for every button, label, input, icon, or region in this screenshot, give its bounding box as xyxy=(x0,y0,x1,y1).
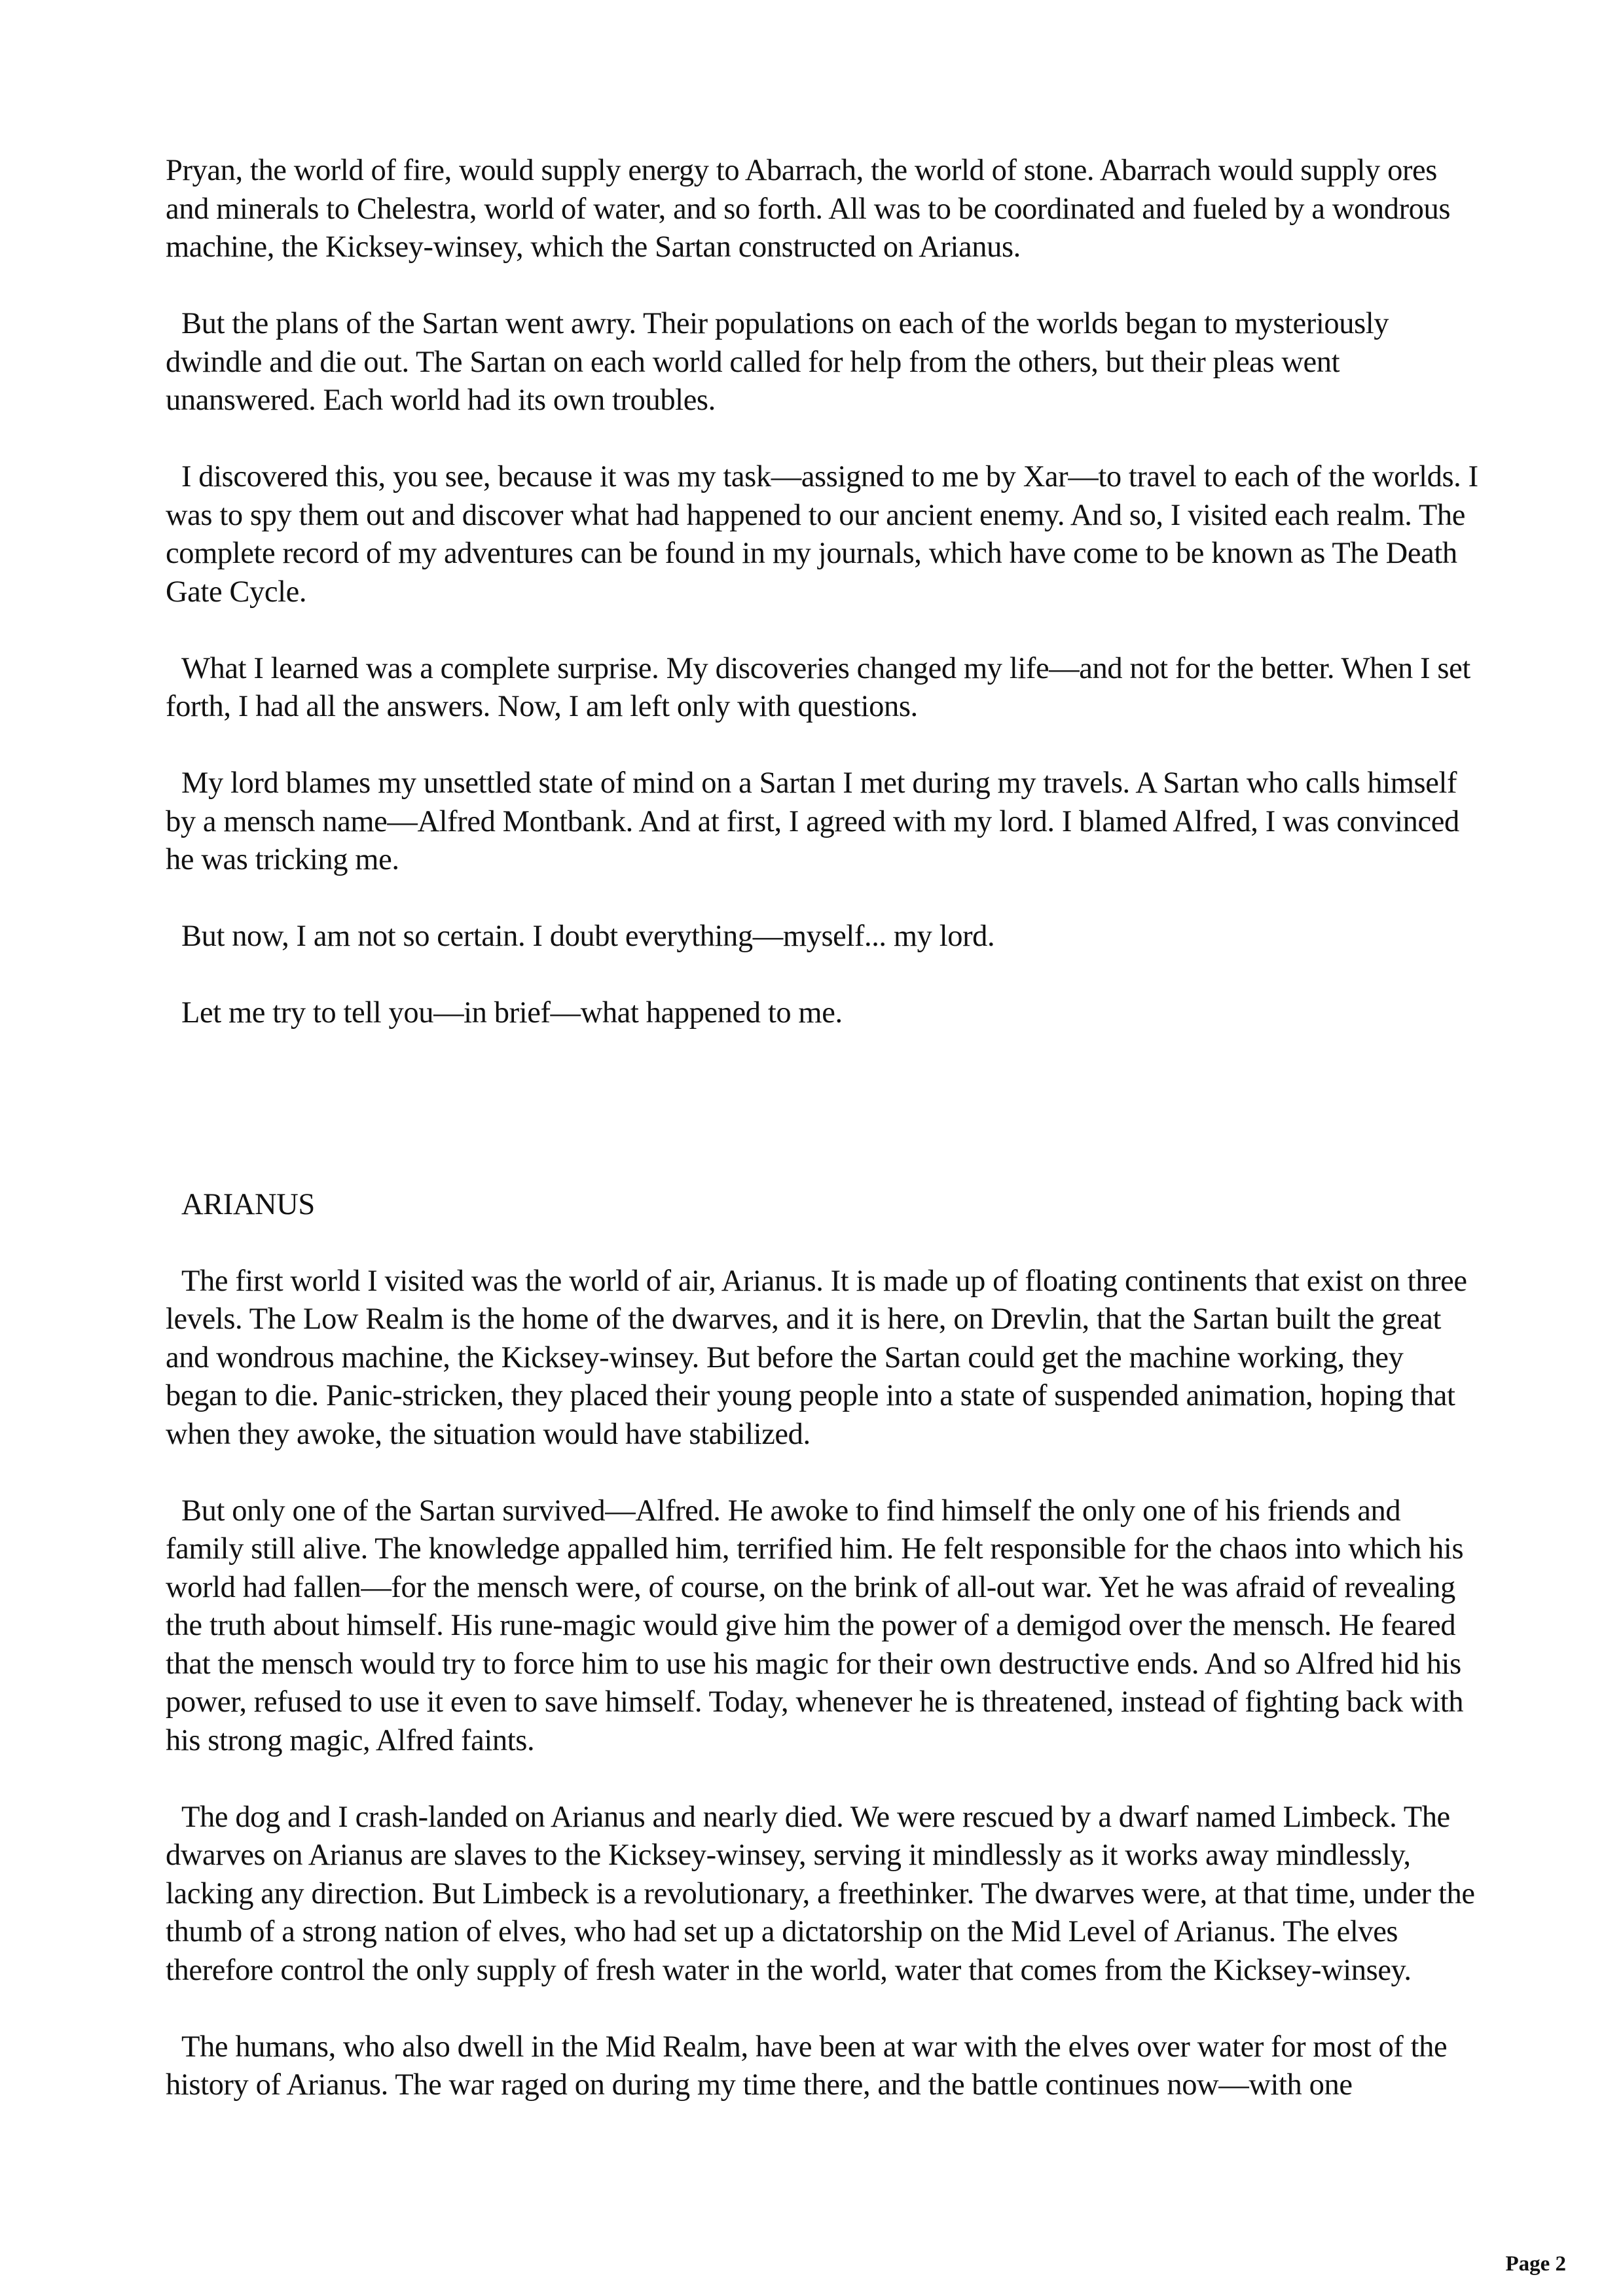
page-number: Page 2 xyxy=(1505,2252,1566,2276)
section-heading: ARIANUS xyxy=(181,1187,315,1221)
paragraph: I discovered this, you see, because it was my task—assigned to me by Xar—to travel to each of the worlds. I was to spy them out and discover what had happened to our ancient enemy. And so, I visited each realm. The complete record of my adventures can be found in my journals, which have come to be known as The Death Gate Cycle. xyxy=(166,460,1478,609)
paragraph: But the plans of the Sartan went awry. Their populations on each of the worlds began to mysteriously dwindle and die out. The Sartan on each world called for help from the others, but their pleas went unanswered. Each world had its own troubles. xyxy=(166,307,1389,417)
document-body xyxy=(166,152,1482,2143)
paragraph: What I learned was a complete surprise. My discoveries changed my life—and not for the better. When I set forth, I had all the answers. Now, I am left only with questions. xyxy=(166,651,1470,723)
paragraph: The humans, who also dwell in the Mid Realm, have been at war with the elves over water for most of the history of Arianus. The war raged on during my time there, and the battle continues now—with one xyxy=(166,2030,1448,2102)
paragraph: The dog and I crash-landed on Arianus and nearly died. We were rescued by a dwarf named Limbeck. The dwarves on Arianus are slaves to the Kicksey-winsey, serving it mindlessly as it works away mindlessly, lacking any direction. But Limbeck is a revolutionary, a freethinker. The dwarves were, at that time, under the thumb of a strong nation of elves, who had set up a dictatorship on the Mid Level of Arianus. The elves therefore control the only supply of fresh water in the world, water that comes from the Kicksey-winsey. xyxy=(166,1800,1475,1987)
paragraph: The first world I visited was the world of air, Arianus. It is made up of floating continents that exist on three levels. The Low Realm is the home of the dwarves, and it is here, on Drevlin, that the Sartan built the great and wondrous machine, the Kicksey-winsey. But before the Sartan could get the machine working, they began to die. Panic-stricken, they placed their young people into a state of suspended animation, hoping that when they awoke, the situation would have stabilized. xyxy=(166,1264,1467,1451)
section-spacer xyxy=(166,1071,1482,1186)
paragraph: But now, I am not so certain. I doubt everything—myself... my lord. xyxy=(181,920,995,953)
paragraph: My lord blames my unsettled state of mind on a Sartan I met during my travels. A Sartan who calls himself by a mensch name—Alfred Montbank. And at first, I agreed with my lord. I blamed Alfred, I was convinced he was tricking me. xyxy=(166,766,1459,876)
paragraph: Pryan, the world of fire, would supply energy to Abarrach, the world of stone. Abarrach would supply ores and minerals to Chelestra, world of water, and so forth. All was to be coordinated and fueled by a wondrous machine, the Kicksey-winsey, which the Sartan constructed on Arianus. xyxy=(166,154,1451,264)
paragraph: Let me try to tell you—in brief—what happened to me. xyxy=(181,996,843,1030)
paragraph: But only one of the Sartan survived—Alfred. He awoke to find himself the only one of his friends and family still alive. The knowledge appalled him, terrified him. He felt responsible for the chaos into which his world had fallen—for the mensch were, of course, on the brink of all-out war. Yet he was afraid of revealing the truth about himself. His rune-magic would give him the power of a demigod over the mensch. He feared that the mensch would try to force him to use his magic for their own destructive ends. And so Alfred hid his power, refused to use it even to save himself. Today, whenever he is threatened, instead of fighting back with his strong magic, Alfred faints. xyxy=(166,1494,1464,1757)
